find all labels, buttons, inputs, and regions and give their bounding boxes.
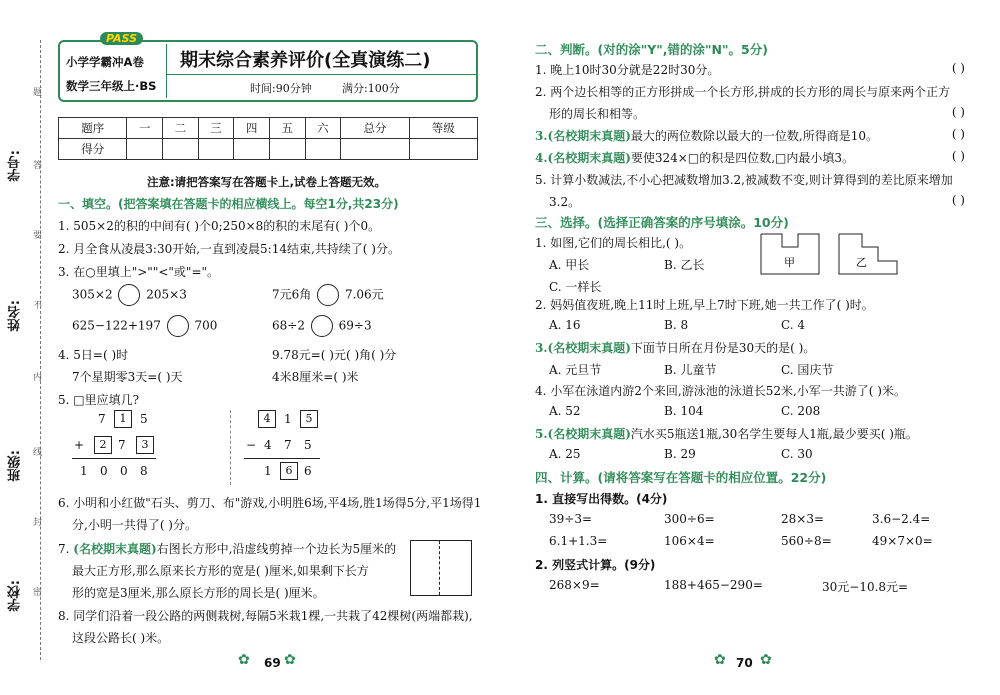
choice-4: 4. 小军在泳道内游2个来回,游泳池的泳道长52米,小军一共游了( )米。 (535, 384, 906, 398)
compare-circle[interactable] (118, 284, 140, 306)
rectangle-figure (410, 540, 472, 596)
seal-char: 要 (33, 231, 43, 241)
judge-3 (535, 127, 878, 144)
question-text: 右图长方形中,沿虚线剪掉一个边长为5厘米的 (156, 542, 397, 556)
series-name: 小学学霸冲A卷 (66, 55, 144, 69)
question-3: 3. 在○里填上">""<"或"="。 (58, 265, 220, 279)
calc-item: 49×7×0= (872, 534, 933, 548)
calc-item: 3.6−2.4= (872, 512, 931, 526)
compare-left: 305×2 (72, 287, 113, 302)
question-8b: 这段公路长( )米。 (72, 631, 170, 645)
digit: 1 (284, 412, 292, 426)
judge-2a: 2. 两个边长相等的正方形拼成一个长方形,拼成的长方形的周长与原来两个正方 (535, 85, 951, 99)
question-tag: 5.(名校期末真题) (535, 427, 631, 441)
compare-circle[interactable] (167, 315, 189, 337)
judge-5a: 5. 计算小数减法,不小心把减数增加3.2,被减数不变,则计算得到的差比原来增加 (535, 173, 953, 187)
digit: 6 (304, 464, 312, 478)
calc-sub-1: 1. 直接写出得数。(4分) (535, 492, 668, 506)
compare-right: 7.06元 (344, 287, 384, 302)
exam-title: 期末综合素养评价(全真演练二) (180, 50, 431, 71)
option[interactable]: A. 甲长 (549, 258, 590, 272)
binding-line (40, 40, 41, 660)
table-cell: 得分 (59, 139, 127, 160)
compare-left: 625−122+197 (72, 318, 161, 333)
calc-item: 6.1+1.3= (549, 534, 608, 548)
answer-paren[interactable]: ( ) (951, 127, 965, 141)
id-label: 学号: (8, 150, 23, 182)
question-6b: 分,小明一共得了( )分。 (72, 518, 197, 532)
question-4d: 4米8厘米=( )米 (272, 370, 359, 384)
vertical-calc: 188+465−290= (664, 578, 763, 592)
score-input-cell[interactable] (409, 139, 477, 160)
leaf-icon: ✿ (284, 652, 296, 668)
score-input-cell[interactable] (234, 139, 270, 160)
option[interactable]: C. 208 (781, 404, 821, 418)
page-number: 70 (736, 656, 753, 670)
option[interactable]: B. 8 (664, 318, 689, 332)
option[interactable]: C. 4 (781, 318, 806, 332)
digit: 7 (284, 438, 292, 452)
divider (230, 410, 231, 485)
digit: 5 (140, 412, 148, 426)
option[interactable]: B. 儿童节 (664, 363, 717, 377)
calc-item: 39÷3= (549, 512, 593, 526)
blank-box[interactable]: 1 (114, 410, 132, 428)
compare-circle[interactable] (311, 315, 333, 337)
question-text: 汽水买5瓶送1瓶,30名学生要每人1瓶,最少要买( )瓶。 (630, 427, 918, 441)
score-input-cell[interactable] (127, 139, 163, 160)
table-cell: 总分 (341, 118, 409, 139)
question-text: 下面节日所在月份是30天的是( )。 (630, 341, 816, 355)
seal-char: 题 (33, 88, 43, 98)
question-7-line-3: 形的宽是3厘米,那么原长方形的周长是( )厘米。 (72, 586, 325, 600)
option[interactable]: A. 16 (549, 318, 581, 332)
digit: 0 (120, 464, 128, 478)
choice-1: 1. 如图,它们的周长相比,( )。 (535, 236, 692, 250)
blank-box[interactable]: 4 (258, 410, 276, 428)
compare-row-1 (72, 284, 187, 306)
compare-circle[interactable] (317, 284, 339, 306)
question-4b: 9.78元=( )元( )角( )分 (272, 348, 397, 362)
digit: 1 (264, 464, 272, 478)
choice-5 (535, 425, 918, 442)
judge-1: 1. 晚上10时30分就是22时30分。 (535, 63, 720, 77)
compare-left: 7元6角 (272, 287, 312, 302)
question-6a: 6. 小明和小红做"石头、剪刀、布"游戏,小明胜6场,平4场,胜1场得5分,平1场得1 (58, 496, 482, 510)
header-rule (166, 74, 476, 75)
question-tag: 3.(名校期末真题) (535, 341, 631, 355)
shape-yi (838, 233, 898, 275)
option[interactable]: C. 国庆节 (781, 363, 834, 377)
option[interactable]: B. 104 (664, 404, 704, 418)
compare-row-2 (72, 315, 217, 337)
table-row (59, 139, 478, 160)
question-1: 1. 505×2的积的中间有( )个0;250×8的积的末尾有( )个0。 (58, 219, 381, 233)
shape-jia-label: 甲 (784, 256, 795, 269)
table-cell: 一 (127, 118, 163, 139)
calc-sub-2: 2. 列竖式计算。(9分) (535, 558, 656, 572)
option[interactable]: A. 52 (549, 404, 581, 418)
difference-line (244, 458, 320, 459)
notice: 注意:请把答案写在答题卡上,试卷上答题无效。 (147, 175, 386, 189)
choice-3 (535, 339, 815, 356)
score-input-cell[interactable] (269, 139, 305, 160)
seal-char: 密 (33, 588, 43, 598)
leaf-icon: ✿ (760, 652, 772, 668)
seal-char: 封 (33, 518, 43, 528)
blank-box[interactable]: 3 (136, 436, 154, 454)
answer-paren[interactable]: ( ) (951, 193, 965, 207)
school-label: 学校: (8, 580, 23, 612)
seal-char: 答 (33, 161, 43, 171)
table-row (59, 118, 478, 139)
judge-2b: 形的周长和相等。 (549, 107, 646, 121)
compare-right: 69÷3 (338, 318, 372, 333)
calc-item: 28×3= (781, 512, 825, 526)
seal-char: 内 (33, 373, 43, 383)
table-cell: 六 (305, 118, 341, 139)
section-calc-heading: 四、计算。(请将答案写在答题卡的相应位置。22分) (535, 470, 827, 485)
shape-jia (760, 233, 820, 275)
name-label: 姓名: (8, 300, 23, 332)
answer-paren[interactable]: ( ) (951, 149, 965, 163)
judge-5b: 3.2。 (549, 195, 581, 209)
digit: 5 (304, 438, 312, 452)
class-label: 班级: (8, 450, 23, 482)
table-cell: 三 (198, 118, 234, 139)
question-4a: 4. 5日=( )时 (58, 348, 129, 362)
option[interactable]: A. 25 (549, 447, 581, 461)
score-input-cell[interactable] (305, 139, 341, 160)
section-judge-heading: 二、判断。(对的涂"Y",错的涂"N"。5分) (535, 42, 768, 57)
operator: + (74, 438, 85, 452)
page-number: 69 (264, 656, 281, 670)
compare-right: 205×3 (146, 287, 187, 302)
table-cell: 题序 (59, 118, 127, 139)
leaf-icon: ✿ (714, 652, 726, 668)
operator: − (246, 438, 257, 452)
blank-box[interactable]: 6 (280, 462, 298, 480)
option[interactable]: B. 29 (664, 447, 696, 461)
score-input-cell[interactable] (198, 139, 234, 160)
blank-box[interactable]: 2 (94, 436, 112, 454)
question-7-line-1: 7. (名校期末真题)右图长方形中,沿虚线剪掉一个边长为5厘米的 (58, 542, 397, 556)
vertical-calc: 30元−10.8元= (822, 580, 909, 594)
question-tag: 3.(名校期末真题) (535, 129, 631, 143)
question-7-line-2: 最大正方形,那么原来长方形的宽是( )厘米,如果剩下长方 (72, 564, 369, 578)
digit: 4 (264, 438, 272, 452)
exam-time: 时间:90分钟 (250, 82, 312, 95)
answer-paren[interactable]: ( ) (951, 61, 965, 75)
exam-header (58, 32, 478, 102)
digit: 7 (118, 438, 126, 452)
table-cell: 五 (269, 118, 305, 139)
question-text: 要使324×□的积是四位数,□内最小填3。 (630, 151, 854, 165)
calc-item: 560÷8= (781, 534, 832, 548)
question-4c: 7个星期零3天=( )天 (72, 370, 183, 384)
question-2: 2. 月全食从凌晨3:30开始,一直到凌晨5:14结束,共持续了( )分。 (58, 242, 400, 256)
answer-paren[interactable]: ( ) (951, 105, 965, 119)
subject-grade: 数学三年级上·BS (66, 79, 157, 93)
question-8a: 8. 同学们沿着一段公路的两侧栽树,每隔5米栽1棵,一共栽了42棵树(两端都栽), (58, 609, 473, 623)
leaf-icon: ✿ (238, 652, 250, 668)
blank-box[interactable]: 5 (300, 410, 318, 428)
option[interactable]: C. 30 (781, 447, 813, 461)
digit: 1 (80, 464, 88, 478)
score-table (58, 117, 478, 160)
exam-full-score: 满分:100分 (342, 82, 400, 95)
digit: 0 (100, 464, 108, 478)
question-text: 最大的两位数除以最大的一位数,所得商是10。 (630, 129, 878, 143)
section-choice-heading: 三、选择。(选择正确答案的序号填涂。10分) (535, 215, 789, 230)
question-tag: 4.(名校期末真题) (535, 151, 631, 165)
compare-row-2b (272, 315, 372, 337)
calc-item: 300÷6= (664, 512, 715, 526)
header-divider (166, 44, 167, 98)
table-cell: 等级 (409, 118, 477, 139)
digit: 8 (140, 464, 148, 478)
score-input-cell[interactable] (341, 139, 409, 160)
table-cell: 二 (163, 118, 199, 139)
calc-item: 106×4= (664, 534, 715, 548)
section-fill-in-heading: 一、填空。(把答案填在答题卡的相应横线上。每空1分,共23分) (58, 197, 399, 211)
table-cell: 四 (234, 118, 270, 139)
judge-4 (535, 149, 854, 166)
seal-char: 不 (33, 301, 43, 311)
score-input-cell[interactable] (163, 139, 199, 160)
choice-2: 2. 妈妈值夜班,晚上11时上班,早上7时下班,她一共工作了( )时。 (535, 298, 874, 312)
sum-line (72, 458, 156, 459)
question-tag: (名校期末真题) (73, 542, 157, 556)
compare-left: 68÷2 (272, 318, 305, 333)
digit: 7 (98, 412, 106, 426)
option[interactable]: B. 乙长 (664, 258, 705, 272)
pass-logo: PASS (100, 32, 143, 45)
option[interactable]: C. 一样长 (549, 280, 602, 294)
seal-char: 线 (33, 448, 43, 458)
compare-right: 700 (194, 318, 218, 333)
dashed-cut-line (439, 541, 440, 595)
question-5: 5. □里应填几? (58, 393, 140, 407)
compare-row-1b (272, 284, 384, 306)
option[interactable]: A. 元旦节 (549, 363, 602, 377)
vertical-calc: 268×9= (549, 578, 600, 592)
shape-yi-label: 乙 (856, 256, 867, 269)
